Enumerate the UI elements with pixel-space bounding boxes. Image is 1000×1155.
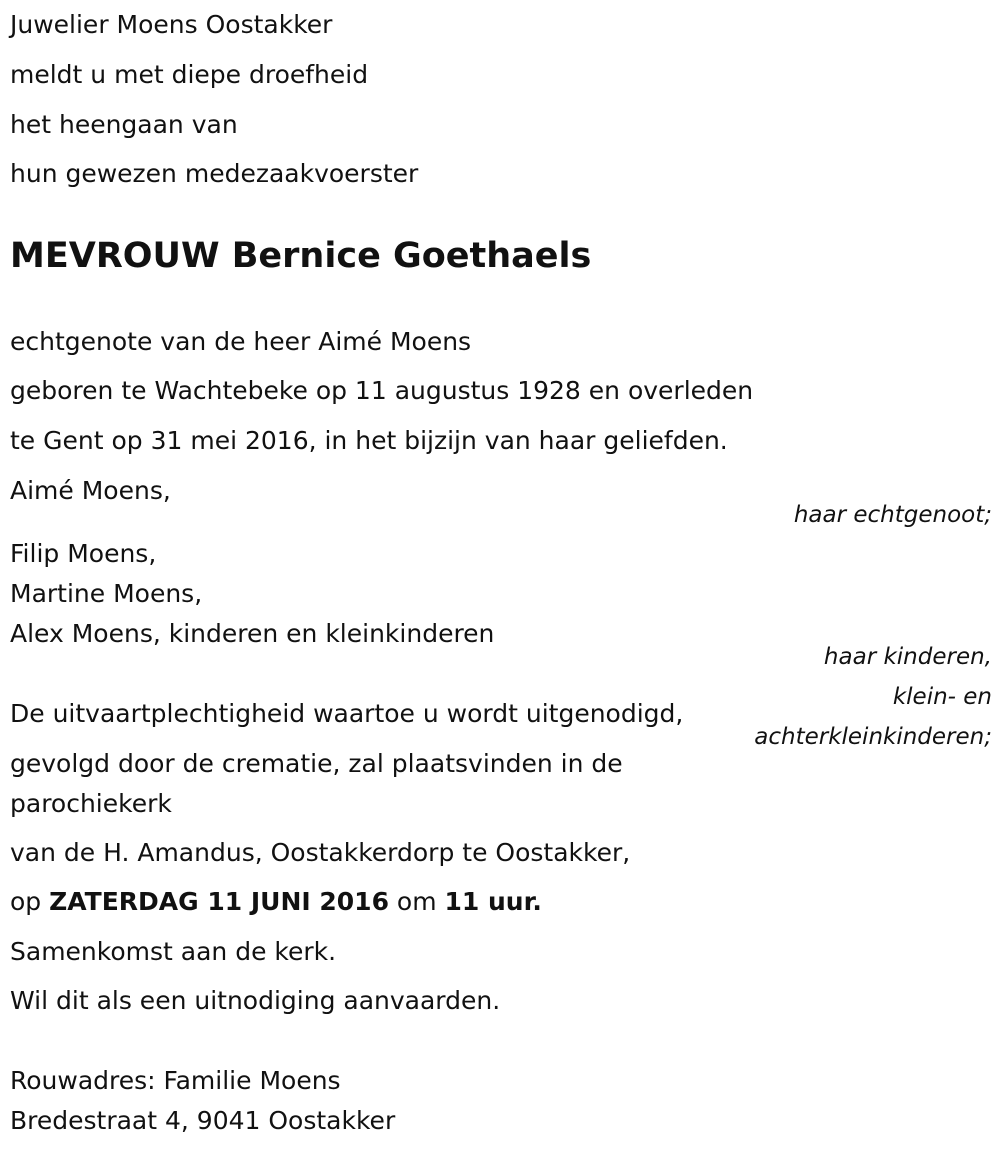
- ceremony-line-1: De uitvaartplechtigheid waartoe u wordt uitgenodigd,: [10, 699, 684, 728]
- date-prefix: op: [10, 887, 50, 916]
- deceased-name: MEVROUW Bernice Goethaels: [10, 236, 592, 276]
- child-name-2: Martine Moens,: [10, 579, 203, 608]
- intro-line-1: Juwelier Moens Oostakker: [10, 10, 333, 39]
- intro-line-2: meldt u met diepe droefheid: [10, 60, 369, 89]
- child-name-1: Filip Moens,: [10, 539, 157, 568]
- intro-line-3: het heengaan van: [10, 110, 238, 139]
- closing-line-1: Samenkomst aan de kerk.: [10, 937, 337, 966]
- intro-line-4: hun gewezen medezaakvoerster: [10, 159, 419, 188]
- ceremony-line-2: gevolgd door de crematie, zal plaatsvinden in de: [10, 749, 623, 778]
- ceremony-time: 11 uur.: [444, 887, 542, 916]
- ceremony-line-4: van de H. Amandus, Oostakkerdorp te Oostakker,: [10, 838, 631, 867]
- children-relation-1: haar kinderen,: [823, 644, 992, 670]
- child-name-3: Alex Moens, kinderen en kleinkinderen: [10, 619, 495, 648]
- detail-line-2: geboren te Wachtebeke op 11 augustus 1928 en overleden: [10, 376, 754, 405]
- time-prefix: om: [388, 887, 445, 916]
- spouse-name: Aimé Moens,: [10, 476, 171, 505]
- children-relation-3: achterkleinkinderen;: [754, 724, 992, 750]
- closing-line-2: Wil dit als een uitnodiging aanvaarden.: [10, 986, 501, 1015]
- ceremony-date: ZATERDAG 11 JUNI 2016: [49, 887, 389, 916]
- detail-line-3: te Gent op 31 mei 2016, in het bijzijn van haar geliefden.: [10, 426, 728, 455]
- address-line-2: Bredestraat 4, 9041 Oostakker: [10, 1106, 396, 1135]
- spouse-relation: haar echtgenoot;: [793, 502, 992, 528]
- address-line-1: Rouwadres: Familie Moens: [10, 1066, 341, 1095]
- detail-line-1: echtgenote van de heer Aimé Moens: [10, 327, 472, 356]
- ceremony-line-3: parochiekerk: [10, 789, 172, 818]
- ceremony-date-line: [10, 887, 542, 917]
- children-relation-2: klein- en: [892, 684, 992, 710]
